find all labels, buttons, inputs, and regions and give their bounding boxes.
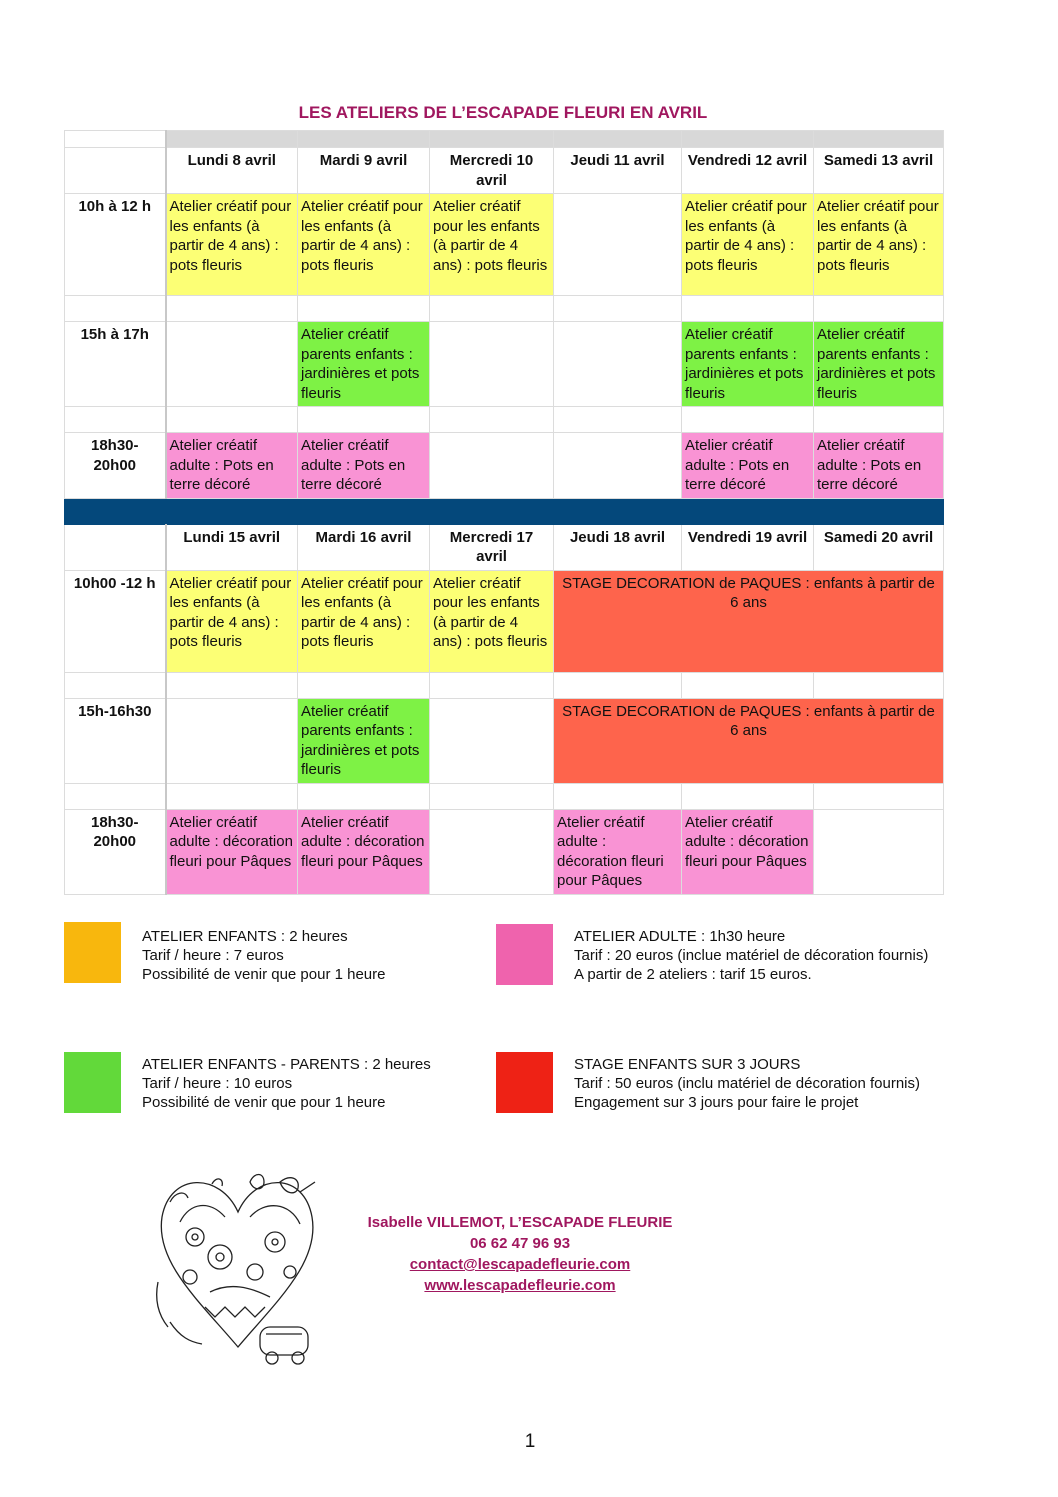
week1-day-header: Lundi 8 avril — [166, 148, 298, 194]
workshop-cell: Atelier créatif pour les enfants (à partir de 4 ans) : pots fleuris — [814, 194, 944, 296]
workshop-cell: Atelier créatif pour les enfants (à partir de 4 ans) : pots fleuris — [430, 194, 554, 296]
contact-phone: 06 62 47 96 93 — [469, 1235, 571, 1252]
workshop-cell: Atelier créatif pour les enfants (à partir de 4 ans) : pots fleuris — [298, 570, 430, 672]
workshop-cell: Atelier créatif parents enfants : jardinières et pots fleuris — [298, 322, 430, 407]
table-row — [65, 194, 944, 296]
workshop-cell: Atelier créatif adulte : décoration fleuri pour Pâques — [166, 809, 298, 894]
empty-cell — [166, 322, 298, 407]
contact-email-link[interactable]: contact@lescapadefleurie.com — [409, 1256, 631, 1273]
stage-cell: STAGE DECORATION de PAQUES : enfants à partir de 6 ans — [554, 570, 944, 672]
contact-block — [300, 1212, 740, 1296]
week2-day-header: Mardi 16 avril — [298, 524, 430, 570]
week2-day-header: Lundi 15 avril — [166, 524, 298, 570]
empty-cell — [430, 322, 554, 407]
workshop-cell: Atelier créatif pour les enfants (à partir de 4 ans) : pots fleuris — [298, 194, 430, 296]
week1-day-header: Vendredi 12 avril — [682, 148, 814, 194]
empty-cell — [166, 698, 298, 783]
legend-text-enfants: ATELIER ENFANTS : 2 heures Tarif / heure : 7 euros Possibilité de venir que pour 1 heure — [142, 928, 386, 983]
empty-cell — [554, 322, 682, 407]
legend-swatch-stage — [496, 1052, 553, 1113]
spacer-row — [65, 296, 944, 322]
time-slot-label: 15h à 17h — [65, 322, 166, 407]
week2-day-header: Jeudi 18 avril — [554, 524, 682, 570]
workshop-cell: Atelier créatif pour les enfants (à partir de 4 ans) : pots fleuris — [166, 194, 298, 296]
page-number: 1 — [524, 1431, 536, 1452]
week1-day-header: Jeudi 11 avril — [554, 148, 682, 194]
legend-swatch-enfants-parents — [64, 1052, 121, 1113]
table-row — [65, 433, 944, 499]
workshop-cell: Atelier créatif adulte : Pots en terre décoré — [682, 433, 814, 499]
workshop-cell: Atelier créatif adulte : décoration fleuri pour Pâques — [298, 809, 430, 894]
week2-day-header: Samedi 20 avril — [814, 524, 944, 570]
table-row — [65, 322, 944, 407]
time-slot-label: 10h à 12 h — [65, 194, 166, 296]
week2-day-header: Mercredi 17 avril — [430, 524, 554, 570]
empty-cell — [814, 809, 944, 894]
workshop-cell: Atelier créatif adulte : décoration fleuri pour Pâques — [554, 809, 682, 894]
workshop-cell: Atelier créatif parents enfants : jardinières et pots fleuris — [298, 698, 430, 783]
workshop-cell: Atelier créatif pour les enfants (à partir de 4 ans) : pots fleuris — [682, 194, 814, 296]
table-row — [65, 570, 944, 672]
legend-text-enfants-parents: ATELIER ENFANTS - PARENTS : 2 heures Tarif / heure : 10 euros Possibilité de venir que pour 1 heure — [142, 1056, 431, 1111]
table-top-band — [65, 131, 944, 148]
legend-text-adulte: ATELIER ADULTE : 1h30 heure Tarif : 20 euros (inclue matériel de décoration fournis) A partir de 2 ateliers : tarif 15 euros. — [574, 928, 929, 983]
workshop-cell: Atelier créatif pour les enfants (à partir de 4 ans) : pots fleuris — [166, 570, 298, 672]
week1-day-header: Mercredi 10 avril — [430, 148, 554, 194]
time-slot-label: 10h00 -12 h — [65, 570, 166, 672]
workshop-cell: Atelier créatif adulte : décoration fleuri pour Pâques — [682, 809, 814, 894]
time-slot-label: 18h30- 20h00 — [65, 809, 166, 894]
workshop-cell: Atelier créatif adulte : Pots en terre décoré — [166, 433, 298, 499]
stage-cell: STAGE DECORATION de PAQUES : enfants à partir de 6 ans — [554, 698, 944, 783]
table-row — [65, 698, 944, 783]
week2-day-header: Vendredi 19 avril — [682, 524, 814, 570]
contact-website-link[interactable]: www.lescapadefleurie.com — [424, 1277, 616, 1294]
week-separator — [65, 498, 944, 524]
workshop-cell: Atelier créatif adulte : Pots en terre décoré — [814, 433, 944, 499]
spacer-row — [65, 672, 944, 698]
empty-cell — [430, 698, 554, 783]
workshop-cell: Atelier créatif parents enfants : jardinières et pots fleuris — [682, 322, 814, 407]
empty-cell — [430, 433, 554, 499]
legend-swatch-adulte — [496, 924, 553, 985]
empty-cell — [554, 194, 682, 296]
contact-name: Isabelle VILLEMOT, L’ESCAPADE FLEURIE — [367, 1214, 673, 1231]
spacer-row — [65, 783, 944, 809]
table-row — [65, 809, 944, 894]
empty-cell — [554, 433, 682, 499]
time-slot-label: 15h-16h30 — [65, 698, 166, 783]
spacer-row — [65, 407, 944, 433]
page-title: LES ATELIERS DE L’ESCAPADE FLEURI EN AVRIL — [298, 103, 708, 122]
week1-day-header: Samedi 13 avril — [814, 148, 944, 194]
workshop-cell: Atelier créatif pour les enfants (à partir de 4 ans) : pots fleuris — [430, 570, 554, 672]
workshop-cell: Atelier créatif parents enfants : jardinières et pots fleuris — [814, 322, 944, 407]
week1-day-header: Mardi 9 avril — [298, 148, 430, 194]
legend-text-stage: STAGE ENFANTS SUR 3 JOURS Tarif : 50 euros (inclu matériel de décoration fournis) Engagement sur 3 jours pour faire le projet — [574, 1056, 920, 1111]
week1-header-row — [65, 148, 944, 194]
empty-cell — [430, 809, 554, 894]
legend-swatch-enfants — [64, 922, 121, 983]
schedule-table — [64, 130, 944, 895]
week2-header-row — [65, 524, 944, 570]
workshop-cell: Atelier créatif adulte : Pots en terre décoré — [298, 433, 430, 499]
time-slot-label: 18h30- 20h00 — [65, 433, 166, 499]
